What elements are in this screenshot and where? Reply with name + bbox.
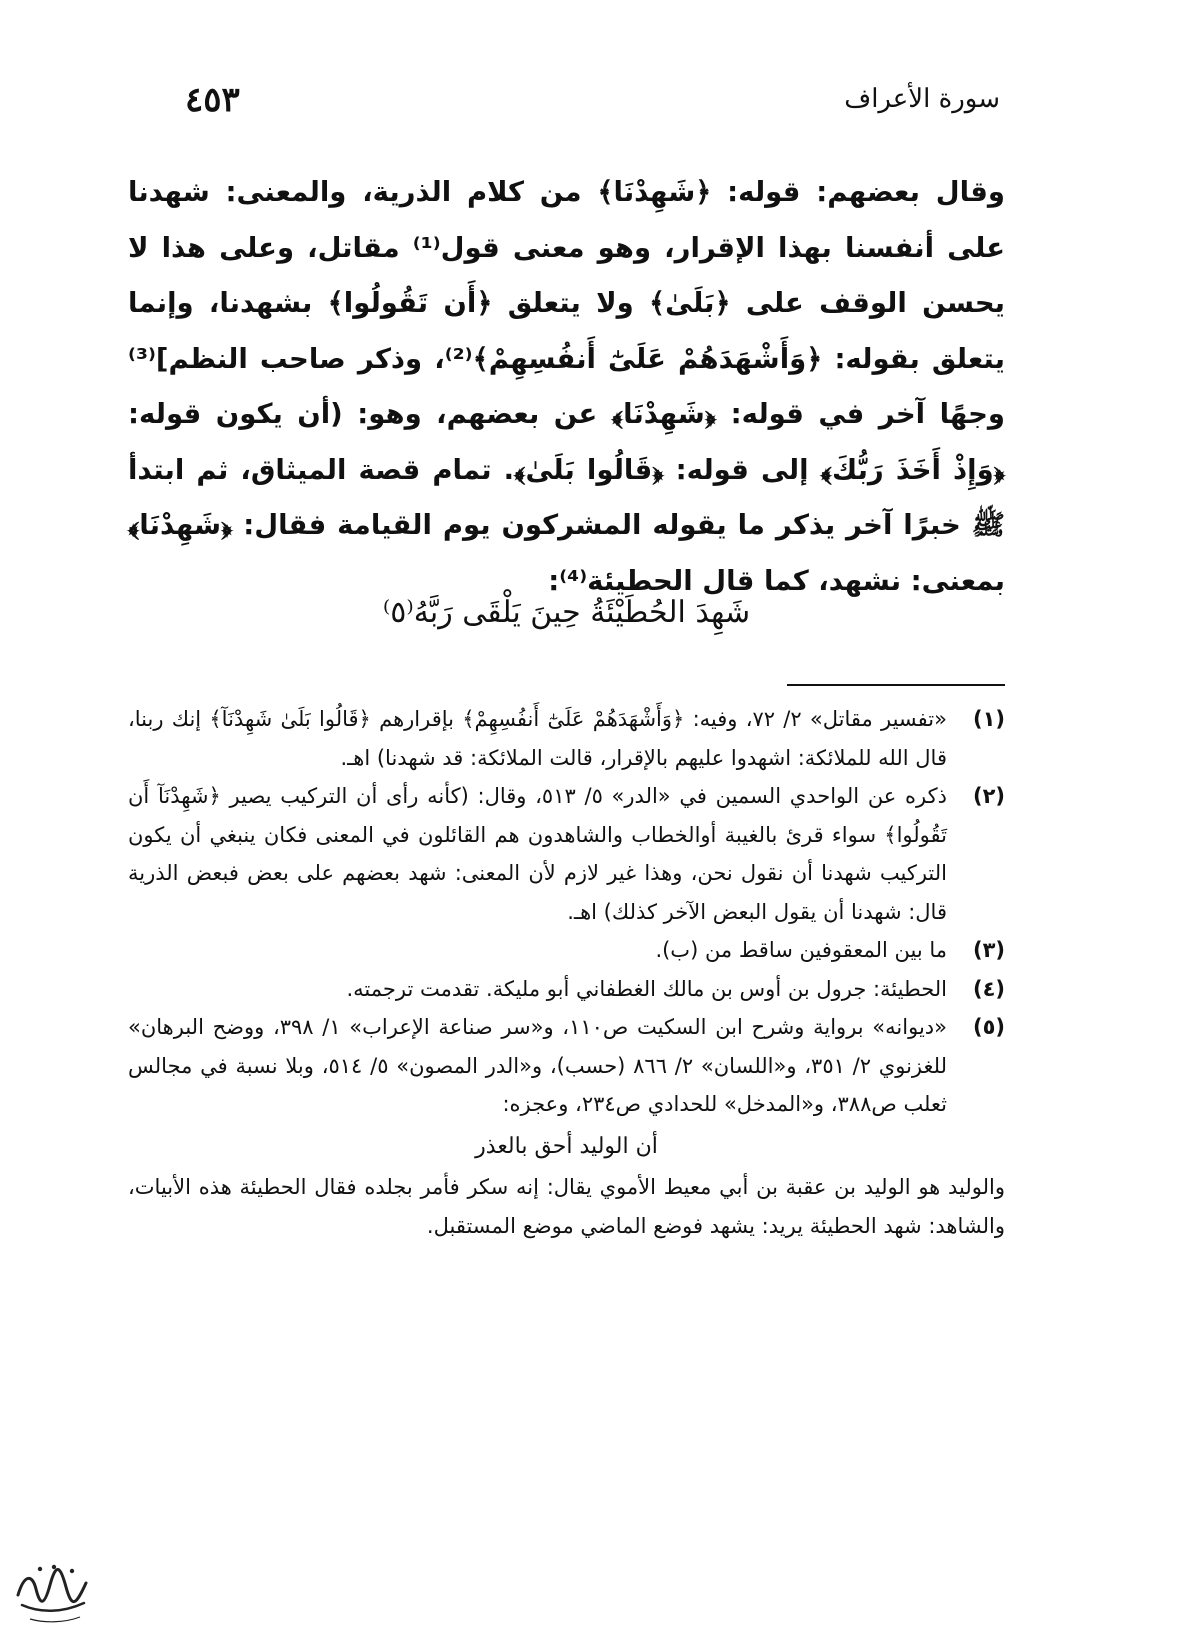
footnote-text: ذكره عن الواحدي السمين في «الدر» ٥/ ٥١٣، وقال: (كأنه رأى أن التركيب يصير ﴿شَهِدْنَآ أَن تَقُولُوا﴾ سواء قرئ بالغيبة أوالخطاب والشاهدون هم القائلون في المعنى فكان ينبغي أن يكون التركيب شهدنا أن نقول نحن، وهذا غير لازم لأن المعنى: شهد بعضهم على بعض فبعض الذرية قال: شهدنا أن يقول البعض الآخر كذلك) اهـ. (128, 784, 947, 924)
footnote-5 (128, 1008, 1005, 1124)
main-paragraph-text: وقال بعضهم: قوله: ﴿شَهِدْنَا﴾ من كلام الذرية، والمعنى: شهدنا على أنفسنا بهذا الإقرار، وهو معنى قول⁽¹⁾ مقاتل، وعلى هذا لا يحسن الوقف على ﴿بَلَىٰ﴾ ولا يتعلق ﴿أَن تَقُولُوا﴾ بشهدنا، وإنما يتعلق بقوله: ﴿وَأَشْهَدَهُمْ عَلَىٰٓ أَنفُسِهِمْ﴾⁽²⁾، وذكر صاحب النظم]⁽³⁾ وجهًا آخر في قوله: ﴿شَهِدْنَا﴾ عن بعضهم، وهو: (أن يكون قوله: ﴿وَإِذْ أَخَذَ رَبُّكَ﴾ إلى قوله: ﴿قَالُوا بَلَىٰ﴾. تمام قصة الميثاق، ثم ابتدأ ﷺ خبرًا آخر يذكر ما يقوله المشركون يوم القيامة فقال: ﴿شَهِدْنَا﴾ بمعنى: نشهد، كما قال الحطيئة⁽⁴⁾: (128, 176, 1005, 597)
footnote-separator (787, 684, 1005, 686)
footnote-text: ما بين المعقوفين ساقط من (ب). (655, 938, 947, 962)
footnote-2 (128, 777, 1005, 931)
footnote-verse: أن الوليد أحق بالعذر (475, 1133, 658, 1159)
footnote-number: (٣) (972, 938, 1005, 962)
footnote-4 (128, 970, 1005, 1009)
footnote-3 (128, 931, 1005, 970)
footnote-1 (128, 700, 1005, 777)
footnote-number: (٥) (972, 1015, 1005, 1039)
page-header (185, 80, 1000, 130)
footnote-text: «تفسير مقاتل» ٢/ ٧٢، وفيه: ﴿وَأَشْهَدَهُمْ عَلَىٰٓ أَنفُسِهِمْ﴾ بإقرارهم ﴿قَالُوا بَلَىٰ شَهِدْنَآ﴾ إنك ربنا، قال الله للملائكة: اشهدوا عليهم بالإقرار، قالت الملائكة: قد شهدنا) اهـ. (128, 707, 947, 770)
footnote-number: (١) (972, 707, 1005, 731)
footnote-number: (٢) (972, 784, 1005, 808)
seal-logo (10, 1555, 95, 1630)
footnote-number: (٤) (972, 976, 1005, 1001)
footnote-continuation: والوليد هو الوليد بن عقبة بن أبي معيط الأموي يقال: إنه سكر فأمر بجلده فقال الحطيئة هذه الأبيات، والشاهد: شهد الحطيئة يريد: يشهد فوضع الماضي موضع المستقبل. (128, 1175, 1005, 1238)
page-number: ٤٥٣ (185, 80, 240, 120)
surah-title: سورة الأعراف (844, 84, 1000, 114)
footnote-text: «ديوانه» برواية وشرح ابن السكيت ص١١٠، و«سر صناعة الإعراب» ١/ ٣٩٨، ووضح البرهان» للغزنوي ٢/ ٣٥١، و«اللسان» ٢/ ٨٦٦ (حسب)، و«الدر المصون» ٥/ ٥١٤، وبلا نسبة في مجالس ثعلب ص٣٨٨، و«المدخل» للحدادي ص٢٣٤، وعجزه: (128, 1015, 948, 1116)
main-paragraph (128, 165, 1005, 609)
poetry-verse: شَهِدَ الحُطَيْئَةُ حِينَ يَلْقَى رَبَّهُ⁽٥⁾ (382, 595, 751, 630)
footnotes (128, 700, 1005, 1245)
footnote-text: الحطيئة: جرول بن أوس بن مالك الغطفاني أبو مليكة. تقدمت ترجمته. (346, 976, 947, 1001)
